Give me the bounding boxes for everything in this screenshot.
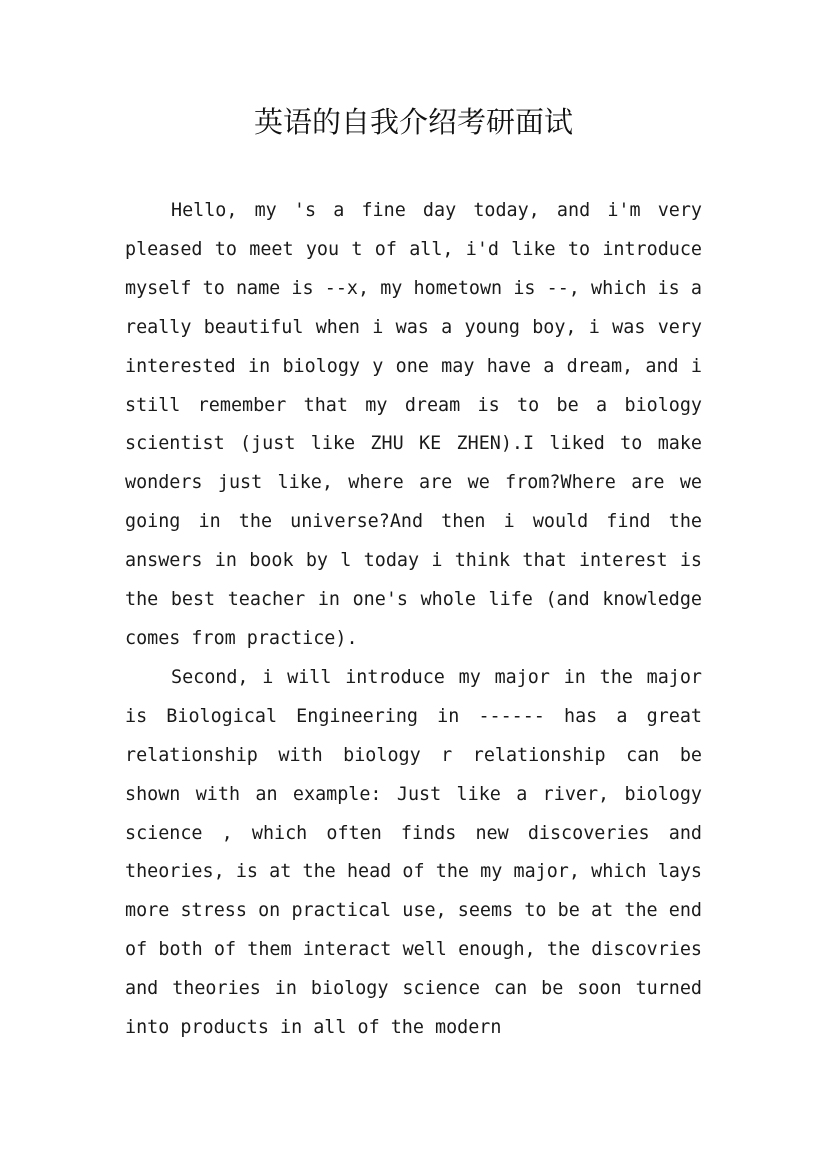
document-body — [125, 192, 702, 1048]
paragraph-major: Second, i will introduce my major in the major is Biological Engineering in ------ has a great relationship with biology r relationship can be shown with an example: Just like a river, biology science , which often finds new discoveries and theories, is at the head of the my major, which lays more stress on practical use, seems to be at the end of both of them interact well enough, the discovries and theories in biology science can be soon turned into products in all of the modern — [125, 666, 702, 1039]
document-title: 英语的自我介绍考研面试 — [253, 105, 573, 139]
paragraph-introduction: Hello, my 's a fine day today, and i'm very pleased to meet you t of all, i'd like to introduce myself to name is --x, my hometown is --, which is a really beautiful when i was a young boy, i was very interested in biology y one may have a dream, and i still remember that my dream is to be a biology scientist (just like ZHU KE ZHEN).I liked to make wonders just like, where are we from?Where are we going in the universe?And then i would find the answers in book by l today i think that interest is the best teacher in one's whole life (and knowledge comes from practice). — [125, 200, 702, 649]
